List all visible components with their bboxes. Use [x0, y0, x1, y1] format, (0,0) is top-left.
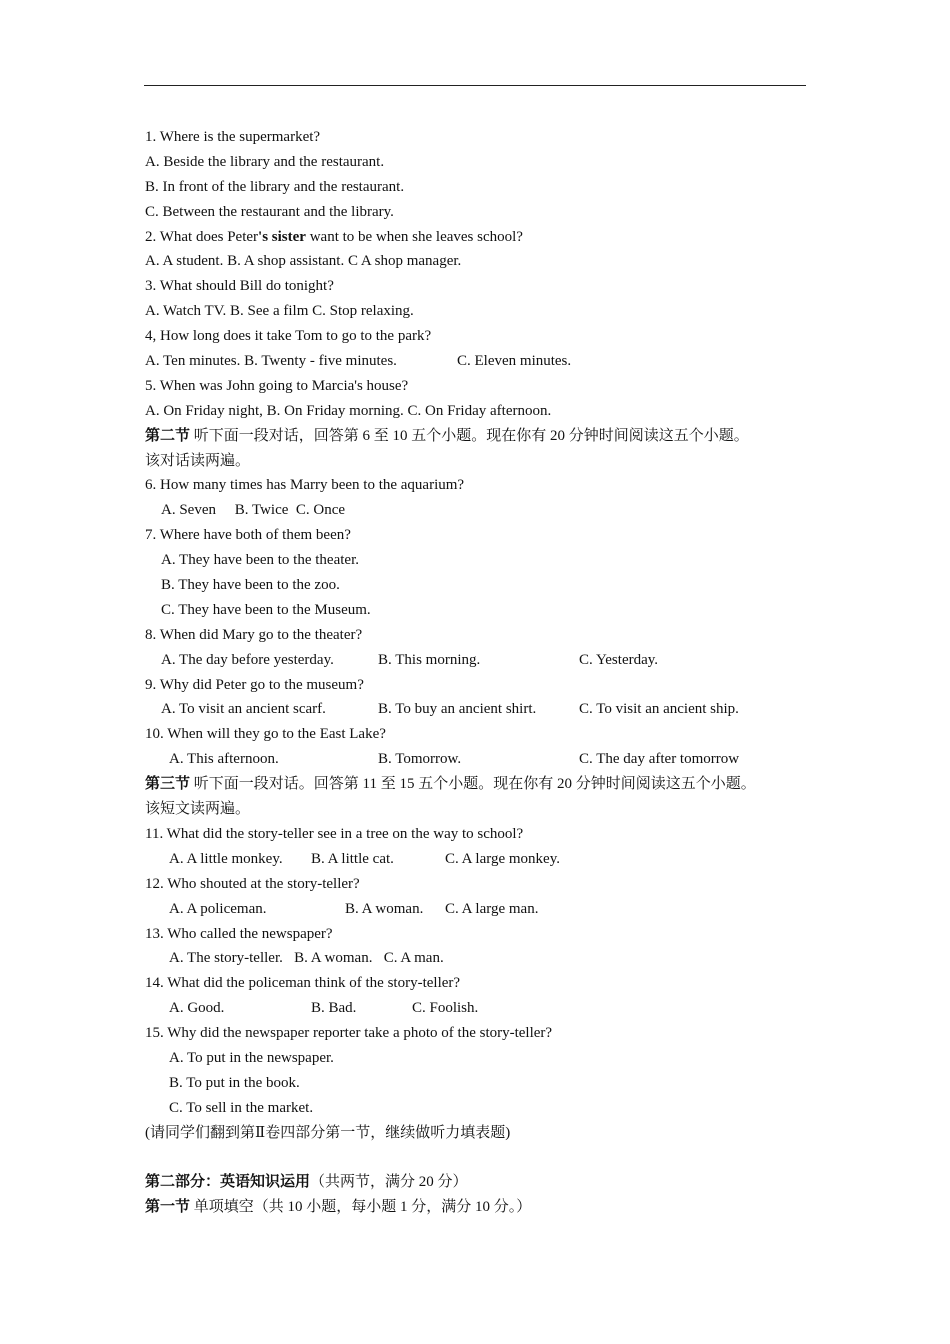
- q14-option-c: C. Foolish.: [412, 1000, 479, 1017]
- section-2-label: 第二节: [145, 427, 191, 444]
- q1-option-b: B. In front of the library and the restaurant.: [145, 178, 405, 195]
- question-5: 5. When was John going to Marcia's house?: [145, 377, 409, 394]
- q4-option-c: C. Eleven minutes.: [457, 353, 572, 370]
- question-10: 10. When will they go to the East Lake?: [145, 726, 386, 743]
- question-15: 15. Why did the newspaper reporter take a photo of the story-teller?: [145, 1025, 553, 1042]
- question-4: 4, How long does it take Tom to go to the park?: [145, 328, 432, 345]
- q10-option-a: A. This afternoon.: [169, 751, 279, 768]
- q2-options: A. A student. B. A shop assistant. C A shop manager.: [145, 253, 462, 270]
- question-9: 9. Why did Peter go to the museum?: [145, 676, 364, 693]
- section-2-instructions: 听下面一段对话，回答第 6 至 10 五个小题。现在你有 20 分钟时间阅读这五个小题。: [190, 427, 749, 444]
- q12-option-b: B. A woman.: [345, 900, 424, 917]
- q1-option-c: C. Between the restaurant and the library.: [145, 203, 394, 220]
- part-2-section-1-instructions: 单项填空（共 10 小题，每小题 1 分，满分 10 分。）: [190, 1199, 532, 1216]
- q8-option-b: B. This morning.: [378, 651, 481, 668]
- q8-options: [145, 648, 815, 673]
- q4-options-ab: A. Ten minutes. B. Twenty - five minutes.: [145, 353, 397, 370]
- q11-option-b: B. A little cat.: [311, 850, 394, 867]
- question-2: [145, 225, 815, 250]
- q12-options: [145, 897, 815, 922]
- q6-options: A. Seven B. Twice C. Once: [161, 502, 346, 519]
- q2-text-pre: 2. What does Peter: [145, 228, 259, 245]
- q9-option-a: A. To visit an ancient scarf.: [161, 701, 326, 718]
- q14-option-b: B. Bad.: [311, 1000, 357, 1017]
- question-8: 8. When did Mary go to the theater?: [145, 626, 363, 643]
- q2-text-bold: 's sister: [258, 228, 306, 245]
- part-2-heading: [145, 1170, 815, 1195]
- q2-text-post: want to be when she leaves school?: [305, 228, 523, 245]
- q10-options: [145, 747, 815, 772]
- section-3-heading: [145, 772, 815, 797]
- question-13: 13. Who called the newspaper?: [145, 925, 333, 942]
- q4-options: [145, 349, 815, 374]
- part-2-subtitle: （共两节，满分 20 分）: [310, 1174, 468, 1191]
- part-2-title: 第二部分：英语知识运用: [145, 1174, 311, 1191]
- q8-option-a: A. The day before yesterday.: [161, 651, 334, 668]
- section-3-instructions: 听下面一段对话。回答第 11 至 15 五个小题。现在你有 20 分钟时间阅读这五个小题。: [190, 776, 756, 793]
- q10-option-b: B. Tomorrow.: [378, 751, 462, 768]
- question-11: 11. What did the story-teller see in a tree on the way to school?: [145, 825, 524, 842]
- q8-option-c: C. Yesterday.: [579, 651, 659, 668]
- q14-options: [145, 996, 815, 1021]
- section-2-heading: [145, 424, 815, 449]
- q5-options: A. On Friday night, B. On Friday morning. C. On Friday afternoon.: [145, 402, 552, 419]
- header-rule: [144, 85, 806, 86]
- q12-option-a: A. A policeman.: [169, 900, 267, 917]
- question-14: 14. What did the policeman think of the story-teller?: [145, 975, 461, 992]
- q9-option-c: C. To visit an ancient ship.: [579, 701, 739, 718]
- question-1: 1. Where is the supermarket?: [145, 129, 321, 145]
- q11-option-a: A. A little monkey.: [169, 850, 283, 867]
- q9-option-b: B. To buy an ancient shirt.: [378, 701, 537, 718]
- q7-option-a: A. They have been to the theater.: [161, 552, 359, 569]
- section-2-instructions-cont: 该对话读两遍。: [145, 452, 251, 469]
- q12-option-c: C. A large man.: [445, 900, 539, 917]
- q3-options: A. Watch TV. B. See a film C. Stop relaxing.: [145, 303, 414, 320]
- section-3-label: 第三节: [145, 776, 191, 793]
- question-12: 12. Who shouted at the story-teller?: [145, 875, 360, 892]
- question-7: 7. Where have both of them been?: [145, 527, 351, 544]
- q10-option-c: C. The day after tomorrow: [579, 751, 740, 768]
- q15-option-a: A. To put in the newspaper.: [169, 1049, 334, 1066]
- q14-option-a: A. Good.: [169, 1000, 225, 1017]
- q1-option-a: A. Beside the library and the restaurant.: [145, 153, 385, 170]
- part-2-section-1-heading: [145, 1195, 815, 1220]
- instruction-note: (请同学们翻到第Ⅱ卷四部分第一节，继续做听力填表题): [145, 1124, 511, 1141]
- q13-options: A. The story-teller. B. A woman. C. A man.: [169, 950, 444, 967]
- part-2-section-1-label: 第一节: [145, 1199, 191, 1216]
- exam-content: [145, 125, 815, 1220]
- section-3-instructions-cont: 该短文读两遍。: [145, 801, 251, 818]
- q7-option-c: C. They have been to the Museum.: [161, 601, 371, 618]
- question-3: 3. What should Bill do tonight?: [145, 278, 334, 295]
- q15-option-b: B. To put in the book.: [169, 1074, 300, 1091]
- q9-options: [145, 697, 815, 722]
- blank-line: [145, 1146, 815, 1171]
- q11-option-c: C. A large monkey.: [445, 850, 560, 867]
- q11-options: [145, 847, 815, 872]
- q7-option-b: B. They have been to the zoo.: [161, 577, 340, 594]
- question-6: 6. How many times has Marry been to the aquarium?: [145, 477, 465, 494]
- q15-option-c: C. To sell in the market.: [169, 1099, 314, 1116]
